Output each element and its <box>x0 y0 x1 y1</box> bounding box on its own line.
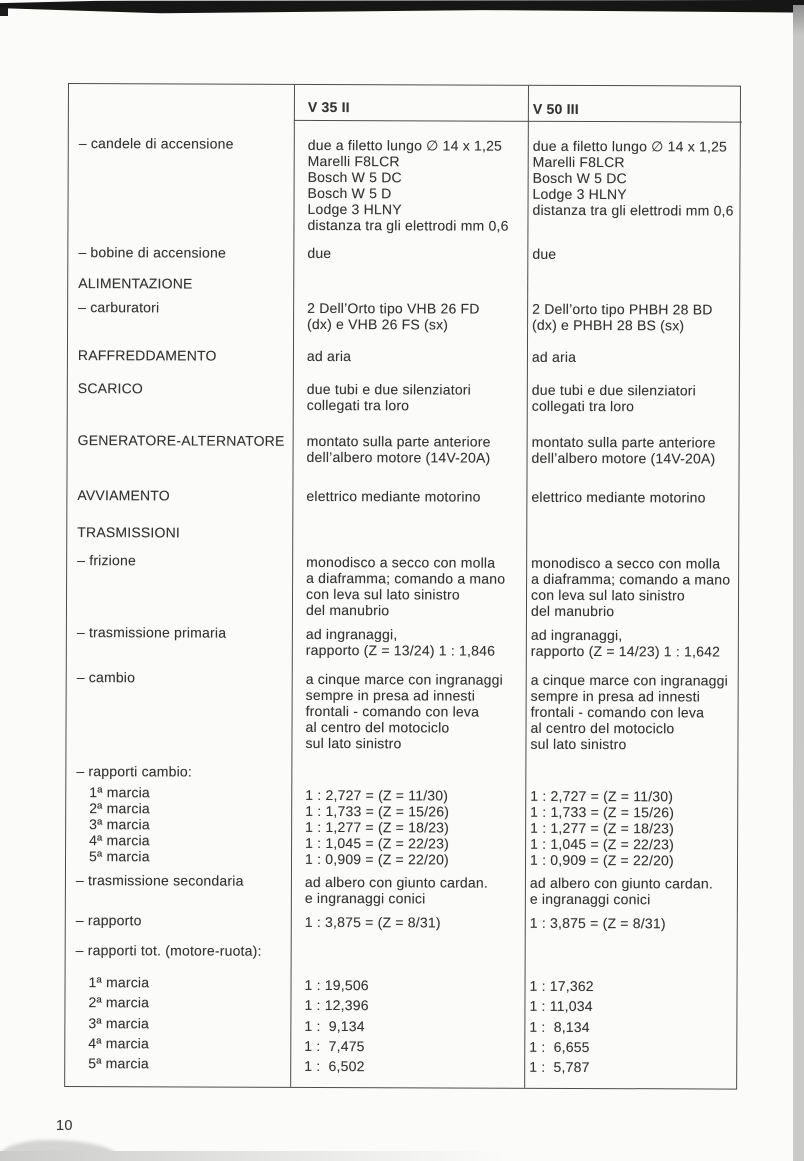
gear-ratio-3-v35: 1 : 1,277 = (Z = 18/23) <box>305 818 450 836</box>
gear-ratio-1-v35: 1 : 2,727 = (Z = 11/30) <box>305 786 449 804</box>
cell-frizione-v50: monodisco a secco con molla a diaframma; comando a mano con leva sul lato sinistro del manubrio <box>530 554 731 620</box>
cell-cambio-v50: a cinque marce con ingranaggi sempre in presa ad innesti frontali - comando con leva al centro del motociclo sul lato sinistro <box>530 671 729 753</box>
tot-gear-label-4: 4ª marcia <box>88 1035 150 1052</box>
gear-label-5: 5ª marcia <box>89 848 150 865</box>
cell-primaria-v50: ad ingranaggi, rapporto (Z = 14/23) 1 : 1,642 <box>530 626 721 660</box>
gear-ratio-2-v35: 1 : 1,733 = (Z = 15/26) <box>305 802 450 820</box>
row-label-cambio: – cambio <box>76 669 136 686</box>
row-label-secondaria: – trasmissione secondaria <box>75 872 244 889</box>
cell-rapporto-v50: 1 : 3,875 = (Z = 8/31) <box>529 914 666 932</box>
cell-avviamento-v50: elettrico mediante motorino <box>531 488 706 506</box>
tot-gear-label-2: 2ª marcia <box>88 994 150 1011</box>
row-label-candele: – candele di accensione <box>78 135 234 152</box>
tot-ratio-4-v35: 1 : 7,475 <box>304 1037 365 1055</box>
cell-avviamento-v35: elettrico mediante motorino <box>306 487 481 505</box>
spec-table <box>64 83 741 1090</box>
cell-generatore-v35: montato sulla parte anteriore dell’albero motore (14V-20A) <box>306 432 491 466</box>
row-label-carburatori: – carburatori <box>78 299 160 316</box>
tot-ratio-4-v50: 1 : 6,655 <box>529 1038 590 1056</box>
tot-ratio-2-v50: 1 : 11,034 <box>529 997 593 1015</box>
section-label-avviamento: AVVIAMENTO <box>77 487 170 504</box>
column-header-v50: V 50 III <box>532 100 579 117</box>
tot-ratio-1-v35: 1 : 19,506 <box>304 976 369 994</box>
scan-artifact-left-notch <box>0 7 8 16</box>
row-label-rapporti-tot: – rapporti tot. (motore-ruota): <box>75 942 262 959</box>
gear-ratio-2-v50: 1 : 1,733 = (Z = 15/26) <box>530 803 675 821</box>
cell-raffreddamento-v50: ad aria <box>531 348 577 365</box>
tot-ratio-2-v35: 1 : 12,396 <box>304 996 369 1014</box>
section-label-trasmissioni: TRASMISSIONI <box>77 524 181 541</box>
tot-gear-label-3: 3ª marcia <box>88 1015 150 1032</box>
tot-gear-label-5: 5ª marcia <box>88 1055 149 1072</box>
cell-generatore-v50: montato sulla parte anteriore dell’albero motore (14V-20A) <box>531 433 716 467</box>
gear-ratio-4-v35: 1 : 1,045 = (Z = 22/23) <box>305 834 450 852</box>
gear-ratio-5-v50: 1 : 0,909 = (Z = 22/20) <box>529 851 674 869</box>
row-label-bobine: – bobine di accensione <box>78 244 227 261</box>
scan-artifact-top-edge <box>0 0 804 14</box>
page-number: 10 <box>56 1118 73 1134</box>
row-label-primaria: – trasmissione primaria <box>76 624 227 641</box>
row-label-rapporti-cambio: – rapporti cambio: <box>76 763 193 780</box>
cell-scarico-v50: due tubi e due silenziatori collegati tra loro <box>531 381 697 415</box>
cell-carburatori-v35: 2 Dell’Orto tipo VHB 26 FD (dx) e VHB 26 FS (sx) <box>307 299 480 333</box>
cell-carburatori-v50: 2 Dell’orto tipo PHBH 28 BD (dx) e PHBH 28 BS (sx) <box>532 300 713 334</box>
gear-ratio-4-v50: 1 : 1,045 = (Z = 22/23) <box>530 835 675 853</box>
tot-ratio-3-v35: 1 : 9,134 <box>304 1017 365 1035</box>
section-label-scarico: SCARICO <box>77 380 144 397</box>
section-label-generatore: GENERATORE-ALTERNATORE <box>77 432 285 449</box>
gear-label-4: 4ª marcia <box>89 832 150 849</box>
gear-label-2: 2ª marcia <box>89 800 150 817</box>
cell-primaria-v35: ad ingranaggi, rapporto (Z = 13/24) 1 : 1,846 <box>305 625 496 659</box>
column-header-v35: V 35 II <box>307 98 350 116</box>
row-label-rapporto: – rapporto <box>75 912 142 929</box>
cell-bobine-v35: due <box>307 244 332 262</box>
table-header-underline <box>294 120 742 123</box>
gear-ratio-5-v35: 1 : 0,909 = (Z = 22/20) <box>304 850 449 868</box>
cell-raffreddamento-v35: ad aria <box>306 347 352 365</box>
cell-rapporto-v35: 1 : 3,875 = (Z = 8/31) <box>304 913 441 931</box>
table-column-divider-2 <box>524 86 529 1088</box>
cell-secondaria-v50: ad albero con giunto cardan. e ingranaggi conici <box>529 874 714 908</box>
section-label-alimentazione: ALIMENTAZIONE <box>78 275 193 292</box>
cell-candele-v35: due a filetto lungo ∅ 14 x 1,25 Marelli F8LCR Bosch W 5 DC Bosch W 5 D Lodge 3 HLNY distanza tra gli elettrodi mm 0,6 <box>307 136 509 234</box>
cell-candele-v50: due a filetto lungo ∅ 14 x 1,25 Marelli F8LCR Bosch W 5 DC Lodge 3 HLNY distanza tra gli elettrodi mm 0,6 <box>532 137 734 219</box>
gear-label-1: 1ª marcia <box>89 784 150 801</box>
scan-artifact-bottom-edge <box>0 1151 560 1161</box>
gear-ratio-3-v50: 1 : 1,277 = (Z = 18/23) <box>530 819 675 837</box>
tot-ratio-5-v50: 1 : 5,787 <box>529 1058 590 1076</box>
cell-secondaria-v35: ad albero con giunto cardan. e ingranaggi conici <box>304 873 489 907</box>
cell-frizione-v35: monodisco a secco con molla a diaframma; comando a mano con leva sul lato sinistro del manubrio <box>305 553 506 619</box>
table-column-divider-1 <box>290 85 295 1087</box>
tot-ratio-1-v50: 1 : 17,362 <box>529 977 594 995</box>
gear-ratio-1-v50: 1 : 2,727 = (Z = 11/30) <box>530 787 674 805</box>
tot-ratio-3-v50: 1 : 8,134 <box>529 1018 590 1036</box>
row-label-frizione: – frizione <box>77 552 137 569</box>
scan-artifact-right-edge <box>793 5 804 1161</box>
tot-ratio-5-v35: 1 : 6,502 <box>304 1057 365 1075</box>
tot-gear-label-1: 1ª marcia <box>88 974 150 991</box>
section-label-raffreddamento: RAFFREDDAMENTO <box>77 347 217 364</box>
cell-cambio-v35: a cinque marce con ingranaggi sempre in presa ad innesti frontali - comando con leva al centro del motociclo sul lato sinistro <box>305 670 504 752</box>
cell-bobine-v50: due <box>532 245 557 262</box>
cell-scarico-v35: due tubi e due silenziatori collegati tra loro <box>306 380 472 414</box>
gear-label-3: 3ª marcia <box>89 816 150 833</box>
